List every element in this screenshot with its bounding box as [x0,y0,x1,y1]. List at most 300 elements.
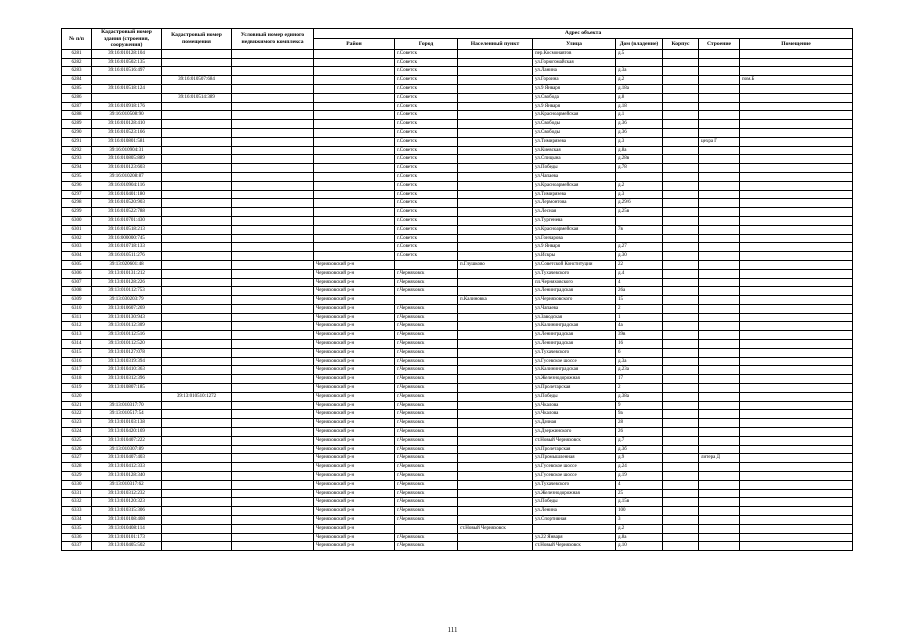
cell-cadastral-room [162,252,232,261]
cell-building [699,340,740,349]
cell-room [740,137,853,146]
cell-room [740,489,853,498]
cell-settlement [458,208,533,217]
cell-district [314,58,395,67]
cell-conditional-number [232,348,314,357]
cell-cadastral-building: 39:13:010128:340 [92,472,162,481]
cell-cadastral-room: 39:16:010507:684 [162,76,232,85]
cell-conditional-number [232,252,314,261]
cell-cadastral-room [162,172,232,181]
cell-row-number: 6318 [62,375,92,384]
cell-conditional-number [232,472,314,481]
cell-district: Черняховский р-н [314,542,395,551]
cell-settlement [458,436,533,445]
cell-district: Черняховский р-н [314,296,395,305]
cell-row-number: 6313 [62,331,92,340]
cell-house: д.18а [616,84,663,93]
cell-row-number: 6304 [62,252,92,261]
cell-conditional-number [232,216,314,225]
cell-building [699,172,740,181]
cell-district: Черняховский р-н [314,419,395,428]
cell-corpus [663,190,699,199]
cell-street: ул.Железнодорожная [533,375,616,384]
table-row [62,384,853,393]
cell-settlement [458,181,533,190]
table-row [62,472,853,481]
cell-conditional-number [232,445,314,454]
cell-cadastral-building: 39:13:010410:363 [92,366,162,375]
cell-cadastral-building: 39:13:010312:232 [92,489,162,498]
cell-corpus [663,120,699,129]
cell-conditional-number [232,93,314,102]
cell-corpus [663,331,699,340]
cell-district [314,102,395,111]
cell-settlement [458,533,533,542]
cell-settlement [458,120,533,129]
cell-house [616,234,663,243]
table-row [62,287,853,296]
table-row [62,252,853,261]
cell-cadastral-building: 39:16:010511:276 [92,252,162,261]
cell-house: д.3а [616,357,663,366]
table-row [62,480,853,489]
cell-street: ул.Гороина [533,76,616,85]
cell-building [699,331,740,340]
cell-street: ул.Ленина [533,507,616,516]
cell-settlement [458,128,533,137]
cell-cadastral-building: 39:13:010127:078 [92,348,162,357]
table-row [62,208,853,217]
cell-conditional-number [232,296,314,305]
cell-house: д.29/6 [616,199,663,208]
cell-room [740,401,853,410]
cell-street: ул.Калининградская [533,366,616,375]
cell-cadastral-building: 39:13:030203:79 [92,296,162,305]
cell-conditional-number [232,199,314,208]
cell-city: г.Черняховск [395,489,458,498]
cell-room [740,278,853,287]
cell-corpus [663,304,699,313]
cell-district: Черняховский р-н [314,287,395,296]
cell-district [314,76,395,85]
cell-settlement [458,463,533,472]
cell-cadastral-building [92,76,162,85]
cell-settlement [458,375,533,384]
cell-settlement [458,516,533,525]
cell-settlement [458,401,533,410]
cell-settlement [458,304,533,313]
cell-city: г.Черняховск [395,384,458,393]
cell-room [740,216,853,225]
cell-room [740,58,853,67]
cell-room [740,208,853,217]
cell-row-number: 6284 [62,76,92,85]
table-row [62,489,853,498]
cell-row-number: 6285 [62,84,92,93]
cell-row-number: 6299 [62,208,92,217]
cell-conditional-number [232,542,314,551]
cell-building [699,93,740,102]
cell-conditional-number [232,436,314,445]
cell-city: г.Советск [395,243,458,252]
cell-cadastral-room [162,164,232,173]
cell-conditional-number [232,155,314,164]
cell-conditional-number [232,533,314,542]
cell-district [314,137,395,146]
cell-room [740,225,853,234]
cell-building [699,524,740,533]
cell-house: д.18 [616,102,663,111]
cell-house: д.27 [616,243,663,252]
cell-city: г.Советск [395,58,458,67]
cell-settlement [458,243,533,252]
cell-district: Черняховский р-н [314,340,395,349]
cell-conditional-number [232,49,314,58]
cell-cadastral-building: 39:13:010407:222 [92,436,162,445]
cell-cadastral-room [162,58,232,67]
cell-house: д.8 [616,93,663,102]
cell-room [740,93,853,102]
cell-settlement [458,216,533,225]
cell-house: д.36 [616,120,663,129]
cell-cadastral-room [162,296,232,305]
cell-house: д.10 [616,542,663,551]
table-body [62,49,853,550]
cell-city: г.Черняховск [395,472,458,481]
cell-street: ул.9 Января [533,102,616,111]
cell-building [699,322,740,331]
cell-cadastral-building: 39:16:010520:903 [92,199,162,208]
header-cadastral-building: Кадастровый номер здания (строения, сооружения) [92,29,162,50]
cell-city: г.Советск [395,225,458,234]
cell-house: д.28в [616,155,663,164]
cell-row-number: 6322 [62,410,92,419]
cell-district [314,146,395,155]
cell-cadastral-room [162,472,232,481]
cell-corpus [663,542,699,551]
cell-row-number: 6316 [62,357,92,366]
cell-conditional-number [232,322,314,331]
cell-row-number: 6320 [62,392,92,401]
cell-building [699,516,740,525]
table-row [62,401,853,410]
cell-house: д.3 [616,190,663,199]
cell-room [740,498,853,507]
cell-conditional-number [232,120,314,129]
cell-cadastral-room [162,84,232,93]
cell-city: г.Советск [395,146,458,155]
cell-row-number: 6335 [62,524,92,533]
cell-cadastral-room [162,67,232,76]
header-city: Город [395,39,458,49]
cell-house: д.23а [616,366,663,375]
cell-cadastral-room [162,419,232,428]
cell-settlement [458,76,533,85]
cell-district: Черняховский р-н [314,357,395,366]
cell-cadastral-building: 39:16:010502:135 [92,58,162,67]
table-row [62,322,853,331]
cell-conditional-number [232,137,314,146]
cell-house: д.2 [616,181,663,190]
cell-conditional-number [232,331,314,340]
cell-cadastral-room [162,533,232,542]
cell-building: цехра Г [699,137,740,146]
cell-city: г.Советск [395,234,458,243]
cell-cadastral-building: 39:16:010523:166 [92,128,162,137]
cell-corpus [663,392,699,401]
cell-settlement [458,84,533,93]
cell-conditional-number [232,234,314,243]
cell-cadastral-room [162,524,232,533]
table-row [62,102,853,111]
cell-street: ул.Победы [533,164,616,173]
cell-city: г.Черняховск [395,516,458,525]
cell-room [740,419,853,428]
cell-row-number: 6302 [62,234,92,243]
header-address: Адрес объекта [314,29,853,39]
cell-settlement [458,155,533,164]
cell-street: ул.Чапаева [533,172,616,181]
cell-cadastral-room [162,269,232,278]
cell-street: ул.Ленинградская [533,287,616,296]
cell-row-number: 6317 [62,366,92,375]
cell-cadastral-building [92,392,162,401]
cell-corpus [663,76,699,85]
cell-cadastral-room [162,366,232,375]
cell-row-number: 6283 [62,67,92,76]
cell-corpus [663,489,699,498]
cell-row-number: 6301 [62,225,92,234]
cell-district [314,93,395,102]
cell-room [740,155,853,164]
cell-district [314,67,395,76]
header-corpus: Корпус [663,39,699,49]
cell-district: Черняховский р-н [314,392,395,401]
cell-street: ул.Чапаева [533,304,616,313]
cell-room [740,84,853,93]
cell-cadastral-building: 39:16:010522:788 [92,208,162,217]
header-settlement: Населенный пункт [458,39,533,49]
cell-street: ул.Тимирязева [533,137,616,146]
cell-district [314,111,395,120]
cell-building [699,225,740,234]
cell-house [616,58,663,67]
cell-settlement [458,419,533,428]
cell-building [699,436,740,445]
cell-building [699,252,740,261]
cell-street: ул.Красноармейская [533,111,616,120]
cell-street: ул.Заводская [533,313,616,322]
table-row [62,199,853,208]
cell-cadastral-room [162,480,232,489]
cell-city: г.Черняховск [395,498,458,507]
cell-street: ул.22 Января [533,533,616,542]
cell-district [314,120,395,129]
cell-house: 3 [616,516,663,525]
cell-room [740,357,853,366]
cell-street: ул.Киевская [533,146,616,155]
cell-room [740,480,853,489]
cell-street: ул.Победы [533,392,616,401]
header-conditional-number: Условный номер единого недвижимого комплекса [232,29,314,50]
cell-settlement [458,67,533,76]
cell-cadastral-building: 39:13:010319:394 [92,357,162,366]
cell-house: 2 [616,304,663,313]
cell-city: г.Черняховск [395,331,458,340]
cell-street: ул.Советской Конституции [533,260,616,269]
cell-settlement [458,252,533,261]
cell-cadastral-room [162,208,232,217]
cell-city: г.Черняховск [395,410,458,419]
cell-street: ул.Железнодорожная [533,489,616,498]
cell-district [314,225,395,234]
cell-cadastral-room [162,287,232,296]
cell-corpus [663,84,699,93]
cell-cadastral-room [162,331,232,340]
cell-city: г.Черняховск [395,357,458,366]
cell-cadastral-building: 39:13:010407:403 [92,454,162,463]
table-row [62,428,853,437]
cell-row-number: 6312 [62,322,92,331]
cell-conditional-number [232,384,314,393]
cell-cadastral-building: 39:13:010408:114 [92,524,162,533]
cell-cadastral-building: 39:16:000000:745 [92,234,162,243]
cell-district: Черняховский р-н [314,278,395,287]
cell-cadastral-building: 39:13:010112:520 [92,340,162,349]
cell-house: д.15в [616,498,663,507]
cell-house: д.2 [616,76,663,85]
cell-conditional-number [232,419,314,428]
table-row [62,120,853,129]
cell-corpus [663,419,699,428]
cell-house: 16 [616,340,663,349]
cell-cadastral-room [162,190,232,199]
cell-district [314,84,395,93]
cell-city: г.Черняховск [395,269,458,278]
cell-cadastral-building: 39:13:010317:70 [92,401,162,410]
cell-street: ул.Чкалова [533,410,616,419]
cell-settlement [458,498,533,507]
cell-row-number: 6288 [62,111,92,120]
cell-room [740,164,853,173]
cell-row-number: 6315 [62,348,92,357]
cell-row-number: 6306 [62,269,92,278]
cell-house: 2 [616,384,663,393]
table-row [62,67,853,76]
cell-street: ул.Ланина [533,67,616,76]
cell-cadastral-building: 39:16:010128:410 [92,120,162,129]
cell-city: г.Советск [395,155,458,164]
cell-corpus [663,516,699,525]
cell-city: г.Черняховск [395,322,458,331]
cell-building [699,287,740,296]
cell-conditional-number [232,181,314,190]
cell-settlement [458,472,533,481]
cell-building [699,296,740,305]
cell-conditional-number [232,507,314,516]
cell-street: ул.Тимирязева [533,190,616,199]
cell-row-number: 6309 [62,296,92,305]
cell-settlement [458,225,533,234]
cell-corpus [663,155,699,164]
cell-settlement [458,234,533,243]
cell-district [314,216,395,225]
cell-street: ул.Черняховского [533,296,616,305]
cell-street: ул.Гончарова [533,234,616,243]
cell-row-number: 6282 [62,58,92,67]
cell-building [699,102,740,111]
header-cadastral-room: Кадастровый номер помещения [162,29,232,50]
cell-street: ул.Свобода [533,93,616,102]
cell-district: Черняховский р-н [314,366,395,375]
cell-house: 39в [616,331,663,340]
cell-house: д.5 [616,49,663,58]
cell-city: г.Черняховск [395,366,458,375]
table-row [62,392,853,401]
table-row [62,533,853,542]
cell-room [740,445,853,454]
cell-district: Черняховский р-н [314,401,395,410]
cell-conditional-number [232,102,314,111]
cell-city: г.Черняховск [395,428,458,437]
cell-cadastral-building: 39:16:010208:87 [92,172,162,181]
cell-street: ул.Ленинградская [533,331,616,340]
cell-district [314,181,395,190]
cell-building [699,472,740,481]
cell-building [699,375,740,384]
cell-cadastral-room [162,260,232,269]
cell-conditional-number [232,375,314,384]
cell-corpus [663,348,699,357]
cell-conditional-number [232,146,314,155]
cell-house: 17 [616,375,663,384]
cell-cadastral-room [162,436,232,445]
cell-settlement [458,410,533,419]
cell-corpus [663,146,699,155]
cell-city: г.Черняховск [395,463,458,472]
cell-cadastral-building: 39:16:010518:124 [92,84,162,93]
cell-district: Черняховский р-н [314,524,395,533]
cell-corpus [663,428,699,437]
cell-settlement [458,93,533,102]
cell-row-number: 6293 [62,155,92,164]
cell-settlement [458,348,533,357]
cell-corpus [663,216,699,225]
table-row [62,111,853,120]
cell-district [314,49,395,58]
cell-cadastral-room [162,313,232,322]
cell-row-number: 6305 [62,260,92,269]
cell-room [740,524,853,533]
cell-city: г.Советск [395,164,458,173]
cell-building [699,58,740,67]
cell-building [699,304,740,313]
cell-row-number: 6298 [62,199,92,208]
cell-corpus [663,181,699,190]
cell-cadastral-building: 39:13:010317:62 [92,480,162,489]
cell-cadastral-room [162,304,232,313]
cell-district: Черняховский р-н [314,507,395,516]
cell-cadastral-room [162,428,232,437]
cell-house: д.8а [616,533,663,542]
table-row [62,260,853,269]
cell-house: д.78 [616,164,663,173]
cell-room [740,102,853,111]
cell-street: ул.Дачная [533,419,616,428]
cell-cadastral-building: 39:13:010130:943 [92,313,162,322]
cell-house: 100 [616,507,663,516]
cell-city: г.Черняховск [395,480,458,489]
